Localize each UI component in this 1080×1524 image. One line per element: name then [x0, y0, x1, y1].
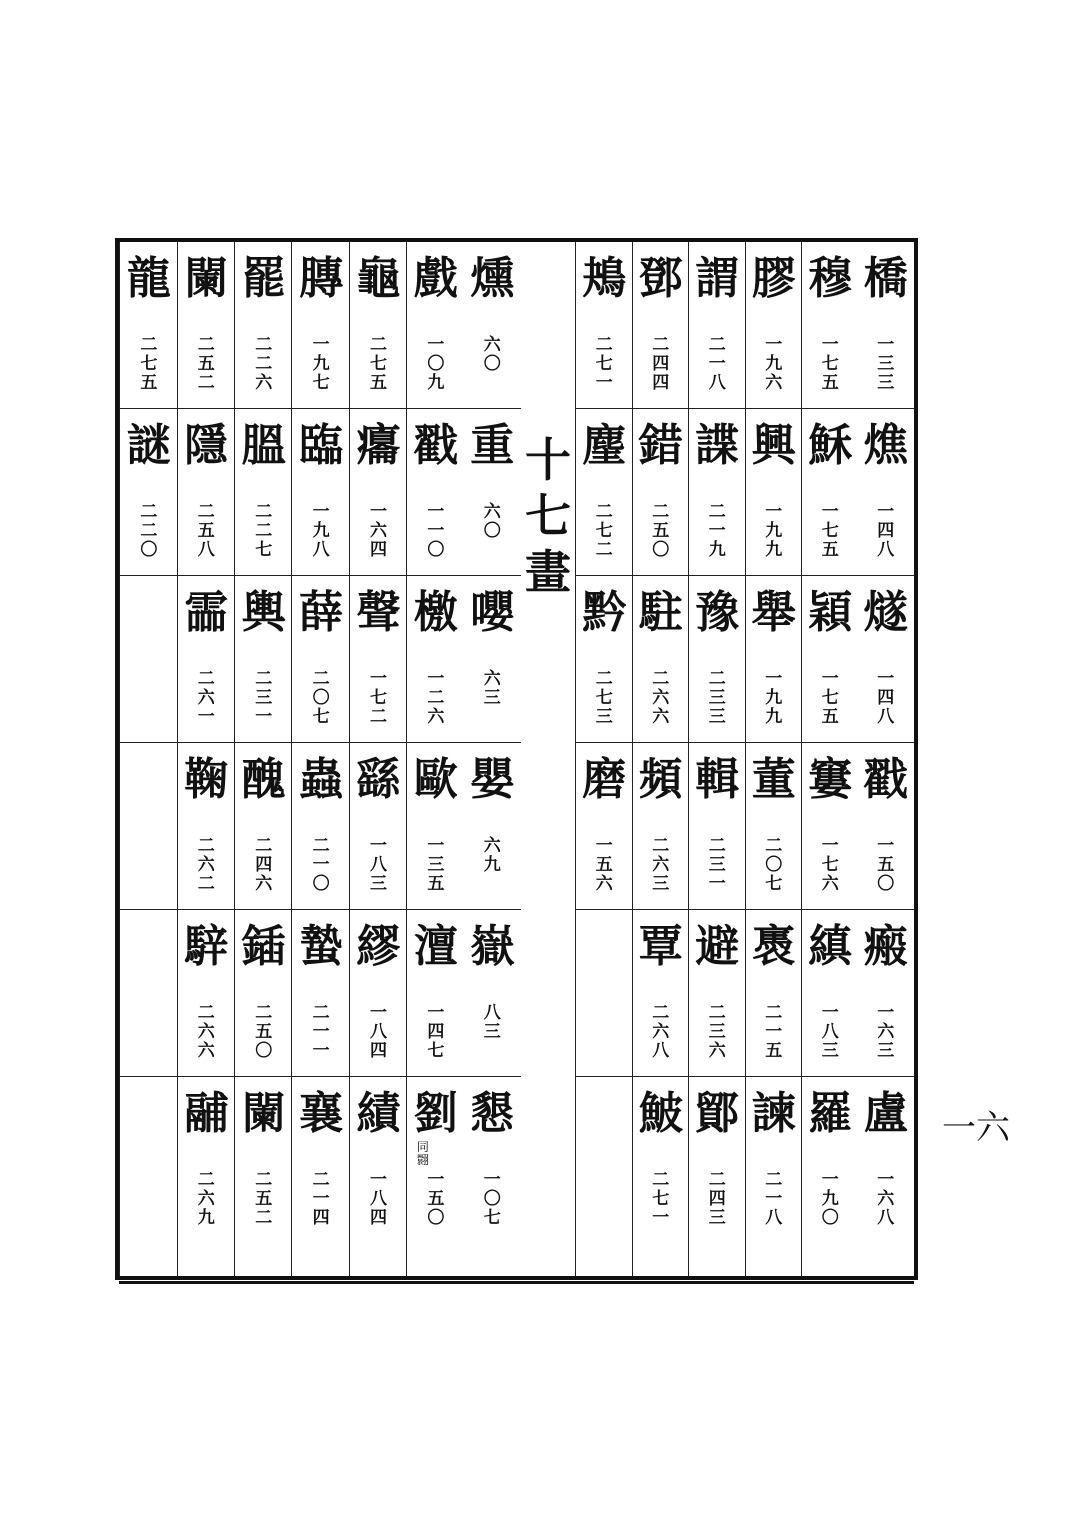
index-entry	[576, 576, 633, 743]
index-entry	[858, 576, 915, 743]
entry-page-number: 一〇七	[483, 1170, 501, 1228]
page-number: 一六	[942, 1108, 1010, 1148]
entry-character: 劉	[413, 1088, 458, 1139]
index-entry	[689, 576, 746, 743]
entry-page-number: 六〇	[483, 502, 501, 541]
entry-character: 戳	[413, 420, 458, 471]
entry-page-number: 二七一	[652, 1170, 670, 1228]
index-column	[801, 242, 859, 1276]
entry-character: 諫	[751, 1088, 796, 1139]
entry-page-number: 一七五	[821, 335, 839, 393]
entry-character: 穎	[808, 587, 853, 638]
entry-page-number: 二六三	[652, 836, 670, 894]
entry-character: 頻	[638, 754, 683, 805]
entry-page-number: 二五〇	[255, 1003, 273, 1061]
entry-page-number: 一四八	[877, 669, 895, 727]
index-entry	[178, 242, 235, 409]
entry-character: 醜	[241, 754, 286, 805]
entry-page-number: 二三三	[708, 669, 726, 727]
entry-page-number: 二二〇	[140, 502, 158, 560]
entry-page-number: 一〇九	[427, 335, 445, 393]
entry-page-number: 一八四	[369, 1003, 387, 1061]
index-entry	[120, 743, 177, 910]
index-entry	[120, 1077, 177, 1243]
index-entry	[464, 1077, 521, 1243]
entry-character: 鮍	[638, 1088, 683, 1139]
entry-character: 輯	[695, 754, 740, 805]
index-column	[464, 242, 521, 1276]
entry-character: 穌	[808, 420, 853, 471]
index-entry	[689, 743, 746, 910]
entry-page-number: 一八三	[821, 1003, 839, 1061]
index-entry	[350, 242, 407, 409]
entry-page-number: 一九〇	[821, 1170, 839, 1228]
entry-character: 嚶	[470, 587, 515, 638]
index-entry	[292, 242, 349, 409]
index-entry	[235, 576, 292, 743]
entry-character: 懇	[470, 1088, 515, 1139]
index-entry	[178, 409, 235, 576]
index-column	[119, 242, 177, 1276]
entry-page-number: 二二六	[255, 335, 273, 393]
entry-page-number: 一五六	[595, 836, 613, 894]
entry-page-number: 二一五	[765, 1003, 783, 1061]
entry-character: 燻	[470, 253, 515, 304]
entry-page-number: 二五八	[197, 502, 215, 560]
index-entry	[292, 910, 349, 1077]
entry-character: 覃	[638, 921, 683, 972]
entry-page-number: 二四六	[255, 836, 273, 894]
index-entry	[407, 1077, 464, 1243]
entry-note: 同翾	[416, 1140, 429, 1167]
entry-character: 闌	[241, 1088, 286, 1139]
entry-character: 薛	[299, 587, 344, 638]
index-entry	[746, 242, 803, 409]
entry-page-number: 一五〇	[427, 1170, 445, 1228]
index-entry	[235, 409, 292, 576]
entry-page-number: 一四八	[877, 502, 895, 560]
index-entry	[576, 242, 633, 409]
entry-character: 輿	[241, 587, 286, 638]
entry-character: 羅	[808, 1088, 853, 1139]
entry-page-number: 一九七	[312, 335, 330, 393]
entry-page-number: 二五〇	[652, 502, 670, 560]
index-entry	[689, 1077, 746, 1243]
entry-character: 磨	[582, 754, 627, 805]
entry-page-number: 二一八	[765, 1170, 783, 1228]
index-entry	[292, 409, 349, 576]
entry-page-number: 二一四	[312, 1170, 330, 1228]
index-column	[291, 242, 349, 1276]
entry-character: 興	[751, 420, 796, 471]
entry-character: 癟	[356, 420, 401, 471]
entry-page-number: 二六六	[652, 669, 670, 727]
index-column	[349, 242, 407, 1276]
entry-page-number: 二〇七	[765, 836, 783, 894]
entry-character: 謎	[126, 420, 171, 471]
index-entry	[633, 743, 690, 910]
entry-page-number: 一八三	[369, 836, 387, 894]
entry-character: 燋	[863, 420, 908, 471]
entry-page-number: 一六四	[369, 502, 387, 560]
entry-page-number: 二三六	[708, 1003, 726, 1061]
entry-page-number: 一九六	[765, 335, 783, 393]
entry-character: 績	[356, 1088, 401, 1139]
entry-character: 蟄	[299, 921, 344, 972]
index-entry	[802, 910, 859, 1077]
entry-character: 騂	[184, 921, 229, 972]
index-entry	[292, 743, 349, 910]
entry-page-number: 二五二	[255, 1170, 273, 1228]
entry-character: 董	[751, 754, 796, 805]
index-entry	[464, 910, 521, 1077]
index-entry	[120, 409, 177, 576]
index-entry	[633, 409, 690, 576]
entry-page-number: 一八四	[369, 1170, 387, 1228]
entry-character: 檄	[413, 587, 458, 638]
entry-page-number: 二六六	[197, 1003, 215, 1061]
index-entry	[407, 576, 464, 743]
entry-character: 闌	[184, 253, 229, 304]
index-column	[575, 242, 633, 1276]
entry-character: 戳	[863, 754, 908, 805]
index-entry	[858, 910, 915, 1077]
index-table-frame	[115, 238, 918, 1280]
index-entry	[407, 910, 464, 1077]
index-entry	[350, 743, 407, 910]
entry-character: 龍	[126, 253, 171, 304]
index-entry	[576, 910, 633, 1077]
entry-page-number: 二五二	[197, 335, 215, 393]
entry-page-number: 一六三	[877, 1003, 895, 1061]
index-entry	[576, 743, 633, 910]
index-entry	[802, 743, 859, 910]
entry-character: 豫	[695, 587, 740, 638]
index-entry	[858, 242, 915, 409]
entry-character: 鍤	[241, 921, 286, 972]
entry-page-number: 一七五	[821, 502, 839, 560]
index-entry	[746, 409, 803, 576]
entry-page-number: 二七二	[595, 502, 613, 560]
index-entry	[235, 242, 292, 409]
entry-character: 瘢	[863, 921, 908, 972]
entry-page-number: 一九九	[765, 502, 783, 560]
index-entry	[633, 242, 690, 409]
index-entry	[689, 409, 746, 576]
entry-character: 麈	[582, 420, 627, 471]
index-entry	[292, 576, 349, 743]
left-section	[119, 242, 521, 1276]
entry-character: 橋	[863, 253, 908, 304]
entry-page-number: 一九八	[312, 502, 330, 560]
entry-page-number: 一七六	[821, 836, 839, 894]
entry-page-number: 二七五	[140, 335, 158, 393]
entry-page-number: 一七二	[369, 669, 387, 727]
entry-character: 霝	[184, 587, 229, 638]
entry-character: 鬴	[184, 1088, 229, 1139]
entry-page-number: 一一〇	[427, 502, 445, 560]
index-entry	[120, 910, 177, 1077]
index-entry	[350, 409, 407, 576]
entry-page-number: 一二六	[427, 669, 445, 727]
entry-character: 襄	[299, 1088, 344, 1139]
entry-page-number: 一四七	[427, 1003, 445, 1061]
section-heading: 十七畫	[525, 433, 571, 599]
entry-page-number: 二三一	[708, 836, 726, 894]
index-entry	[407, 743, 464, 910]
index-entry	[802, 1077, 859, 1243]
entry-character: 縝	[808, 921, 853, 972]
index-entry	[235, 1077, 292, 1243]
entry-character: 歐	[413, 754, 458, 805]
entry-character: 嶽	[470, 921, 515, 972]
index-entry	[350, 910, 407, 1077]
index-entry	[746, 576, 803, 743]
entry-page-number: 六〇	[483, 335, 501, 374]
index-entry	[746, 1077, 803, 1243]
entry-character: 燧	[863, 587, 908, 638]
entry-page-number: 二一一	[312, 1003, 330, 1061]
entry-character: 重	[470, 420, 515, 471]
entry-page-number: 二〇七	[312, 669, 330, 727]
index-column	[177, 242, 235, 1276]
index-column	[406, 242, 464, 1276]
entry-character: 繆	[356, 921, 401, 972]
entry-character: 罷	[241, 253, 286, 304]
index-entry	[464, 743, 521, 910]
entry-character: 臨	[299, 420, 344, 471]
entry-character: 鄧	[638, 253, 683, 304]
index-entry	[858, 743, 915, 910]
index-entry	[464, 409, 521, 576]
entry-page-number: 二七五	[369, 335, 387, 393]
index-entry	[178, 910, 235, 1077]
entry-character: 膠	[751, 253, 796, 304]
index-entry	[350, 576, 407, 743]
entry-character: 鞠	[184, 754, 229, 805]
entry-character: 褭	[751, 921, 796, 972]
entry-page-number: 二三一	[255, 669, 273, 727]
entry-page-number: 一七五	[821, 669, 839, 727]
index-column	[632, 242, 690, 1276]
entry-character: 鄮	[695, 1088, 740, 1139]
entry-page-number: 一三三	[877, 335, 895, 393]
entry-character: 龜	[356, 253, 401, 304]
right-section	[575, 242, 914, 1276]
index-column	[858, 242, 915, 1276]
entry-character: 窶	[808, 754, 853, 805]
entry-page-number: 二二七	[255, 502, 273, 560]
entry-character: 膃	[241, 420, 286, 471]
index-entry	[746, 910, 803, 1077]
index-entry	[407, 242, 464, 409]
entry-page-number: 一三五	[427, 836, 445, 894]
index-entry	[235, 910, 292, 1077]
index-entry	[350, 1077, 407, 1243]
entry-character: 繇	[356, 754, 401, 805]
entry-page-number: 六九	[483, 836, 501, 875]
entry-page-number: 六三	[483, 669, 501, 708]
index-entry	[292, 1077, 349, 1243]
entry-page-number: 二一八	[708, 335, 726, 393]
index-column	[745, 242, 803, 1276]
entry-character: 諜	[695, 420, 740, 471]
index-entry	[576, 1077, 633, 1243]
entry-character: 黔	[582, 587, 627, 638]
entry-page-number: 二一〇	[312, 836, 330, 894]
entry-character: 膞	[299, 253, 344, 304]
entry-page-number: 二四三	[708, 1170, 726, 1228]
index-entry	[464, 242, 521, 409]
index-entry	[633, 910, 690, 1077]
entry-page-number: 二六二	[197, 836, 215, 894]
index-column	[234, 242, 292, 1276]
index-entry	[407, 409, 464, 576]
index-entry	[858, 409, 915, 576]
index-entry	[120, 242, 177, 409]
entry-character: 鴂	[582, 253, 627, 304]
entry-page-number: 一六八	[877, 1170, 895, 1228]
index-entry	[120, 576, 177, 743]
entry-character: 聲	[356, 587, 401, 638]
entry-page-number: 八三	[483, 1003, 501, 1042]
index-entry	[576, 409, 633, 576]
index-entry	[802, 409, 859, 576]
entry-page-number: 二一九	[708, 502, 726, 560]
entry-character: 隱	[184, 420, 229, 471]
index-column	[688, 242, 746, 1276]
entry-page-number: 二六九	[197, 1170, 215, 1228]
entry-page-number: 二六八	[652, 1003, 670, 1061]
entry-page-number: 二六一	[197, 669, 215, 727]
index-entry	[633, 1077, 690, 1243]
entry-page-number: 二四四	[652, 335, 670, 393]
entry-character: 嬰	[470, 754, 515, 805]
entry-character: 駐	[638, 587, 683, 638]
index-entry	[178, 576, 235, 743]
entry-page-number: 二七一	[595, 335, 613, 393]
entry-character: 戲	[413, 253, 458, 304]
index-entry	[746, 743, 803, 910]
index-entry	[689, 910, 746, 1077]
entry-character: 避	[695, 921, 740, 972]
entry-character: 舉	[751, 587, 796, 638]
entry-character: 盧	[863, 1088, 908, 1139]
entry-page-number: 一九九	[765, 669, 783, 727]
index-entry	[802, 576, 859, 743]
entry-character: 錯	[638, 420, 683, 471]
index-entry	[858, 1077, 915, 1243]
entry-character: 穆	[808, 253, 853, 304]
entry-character: 澶	[413, 921, 458, 972]
index-entry	[464, 576, 521, 743]
index-entry	[235, 743, 292, 910]
index-entry	[178, 743, 235, 910]
entry-page-number: 一五〇	[877, 836, 895, 894]
index-entry	[689, 242, 746, 409]
entry-character: 謂	[695, 253, 740, 304]
entry-page-number: 二七三	[595, 669, 613, 727]
index-entry	[178, 1077, 235, 1243]
index-entry	[802, 242, 859, 409]
section-divider-column	[521, 242, 575, 1276]
entry-character: 蟲	[299, 754, 344, 805]
index-entry	[633, 576, 690, 743]
